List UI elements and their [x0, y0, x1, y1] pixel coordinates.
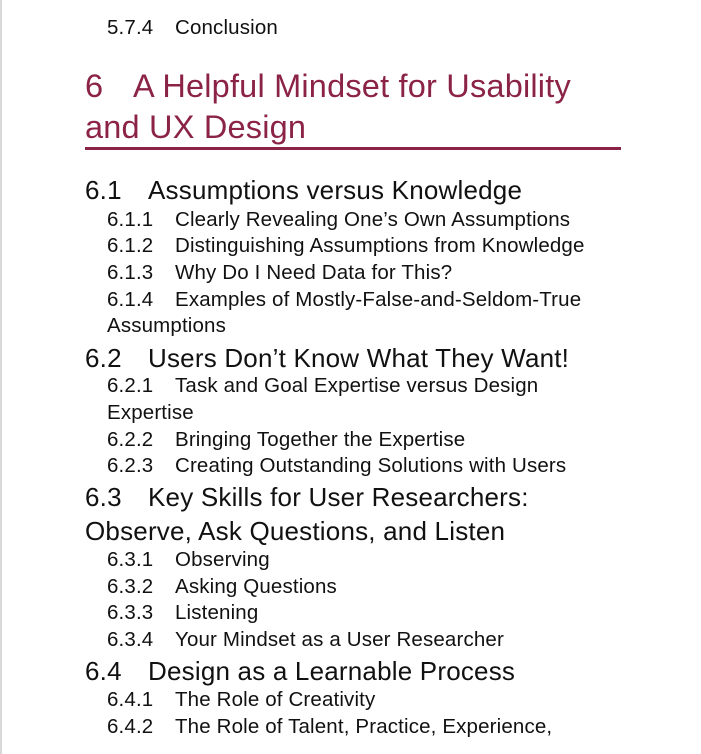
toc-title: Creating Outstanding Solutions with Users: [175, 454, 567, 477]
toc-title: The Role of Creativity: [175, 688, 376, 711]
toc-title: The Role of Talent, Practice, Experience,: [175, 715, 553, 738]
chapter-title-line1: A Helpful Mindset for Usability: [133, 68, 571, 104]
toc-entry-6-1-4-cont[interactable]: [107, 314, 226, 338]
section-heading-6-3[interactable]: [85, 481, 529, 513]
toc-entry-6-2-1-cont[interactable]: [107, 401, 194, 425]
section-heading-6-4[interactable]: [85, 655, 515, 687]
toc-title: Conclusion: [175, 16, 278, 39]
toc-title-cont: Assumptions: [107, 314, 227, 337]
toc-entry-6-3-2[interactable]: [107, 575, 337, 599]
section-title: Design as a Learnable Process: [148, 656, 516, 686]
toc-number: 6.2.2: [107, 428, 154, 451]
chapter-heading-6[interactable]: [85, 66, 571, 107]
section-title: Key Skills for User Researchers:: [148, 482, 529, 512]
section-title: Assumptions versus Knowledge: [148, 175, 523, 205]
toc-title: Asking Questions: [175, 575, 337, 598]
toc-entry-6-3-4[interactable]: [107, 628, 504, 652]
toc-number: 6.2.3: [107, 454, 154, 477]
toc-number: 5.7.4: [107, 16, 154, 39]
toc-title: Distinguishing Assumptions from Knowledge: [175, 234, 585, 257]
chapter-title-line2: and UX Design: [85, 109, 307, 145]
toc-number: 6.3.1: [107, 548, 154, 571]
section-heading-6-2[interactable]: [85, 342, 569, 374]
toc-number: 6.1.2: [107, 234, 154, 257]
toc-entry-6-2-1[interactable]: [107, 374, 538, 398]
section-title-cont: Observe, Ask Questions, and Listen: [85, 516, 506, 546]
toc-number: 6.3.2: [107, 575, 154, 598]
toc-entry-6-3-1[interactable]: [107, 548, 270, 572]
toc-title: Your Mindset as a User Researcher: [175, 628, 504, 651]
toc-entry-6-1-1[interactable]: [107, 208, 570, 232]
toc-number: 6.4.1: [107, 688, 154, 711]
section-number: 6.3: [85, 482, 122, 512]
toc-number: 6.1.1: [107, 208, 154, 231]
chapter-rule: [85, 147, 621, 150]
toc-number: 6.1.4: [107, 288, 154, 311]
chapter-heading-6-cont[interactable]: [85, 107, 306, 148]
page-left-edge: [0, 0, 2, 754]
section-number: 6.2: [85, 343, 122, 373]
section-heading-6-3-cont[interactable]: [85, 515, 505, 547]
section-title: Users Don’t Know What They Want!: [148, 343, 570, 373]
section-heading-6-1[interactable]: [85, 174, 522, 206]
toc-entry-6-1-4[interactable]: [107, 288, 581, 312]
section-number: 6.1: [85, 175, 122, 205]
toc-number: 6.1.3: [107, 261, 154, 284]
toc-title: Why Do I Need Data for This?: [175, 261, 453, 284]
section-number: 6.4: [85, 656, 122, 686]
toc-title: Bringing Together the Expertise: [175, 428, 466, 451]
chapter-number: 6: [85, 68, 104, 104]
toc-entry-5-7-4[interactable]: [107, 16, 278, 40]
toc-entry-6-1-3[interactable]: [107, 261, 452, 285]
toc-entry-6-2-2[interactable]: [107, 428, 465, 452]
toc-number: 6.4.2: [107, 715, 154, 738]
toc-title: Examples of Mostly-False-and-Seldom-True: [175, 288, 582, 311]
toc-title: Observing: [175, 548, 270, 571]
toc-title: Clearly Revealing One’s Own Assumptions: [175, 208, 571, 231]
toc-title: Task and Goal Expertise versus Design: [175, 374, 539, 397]
toc-entry-6-2-3[interactable]: [107, 454, 566, 478]
toc-number: 6.3.4: [107, 628, 154, 651]
toc-entry-6-3-3[interactable]: [107, 601, 258, 625]
toc-title: Listening: [175, 601, 259, 624]
toc-entry-6-4-2[interactable]: [107, 715, 552, 739]
toc-entry-6-1-2[interactable]: [107, 234, 585, 258]
toc-number: 6.3.3: [107, 601, 154, 624]
toc-title-cont: Expertise: [107, 401, 194, 424]
toc-entry-6-4-1[interactable]: [107, 688, 375, 712]
toc-number: 6.2.1: [107, 374, 154, 397]
